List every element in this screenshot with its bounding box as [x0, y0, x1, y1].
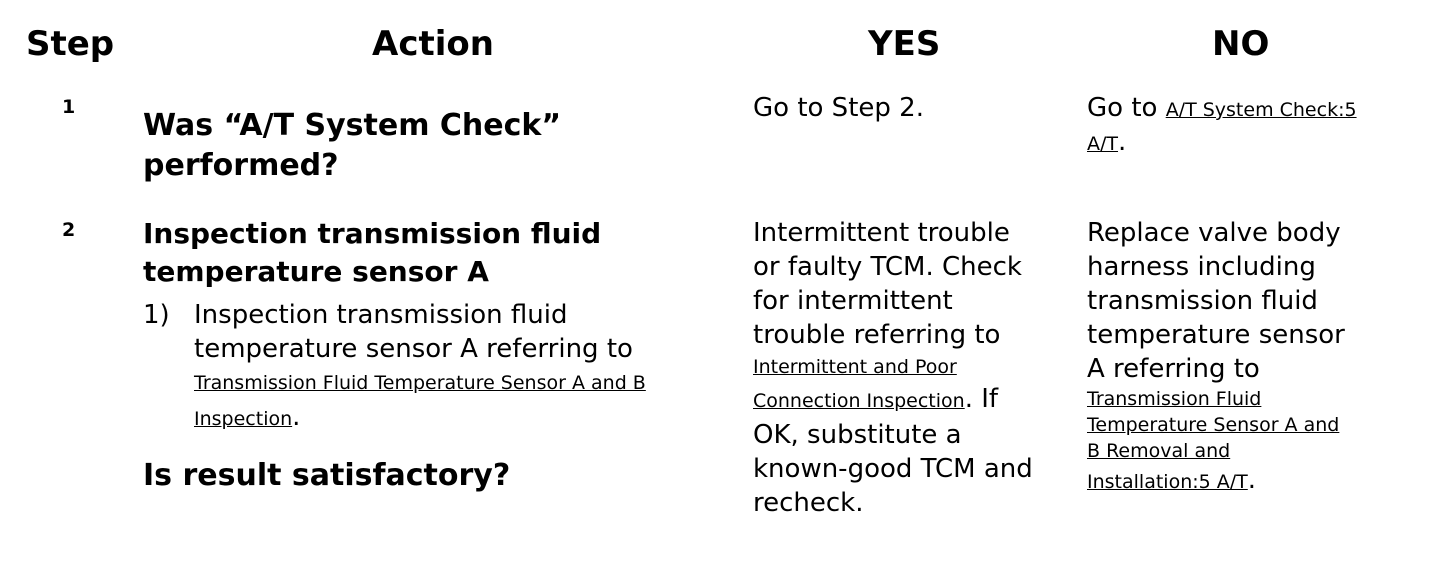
step-number-2: 2	[62, 219, 76, 241]
header-step: Step	[26, 24, 115, 64]
row2-yes-line1: Intermittent trouble	[753, 218, 1010, 248]
header-no: NO	[1212, 24, 1270, 64]
row1-question-line1: Was “A/T System Check”	[143, 108, 562, 143]
step-number-1: 1	[62, 96, 76, 118]
row2-no-link-line2[interactable]: Temperature Sensor A and	[1087, 414, 1340, 436]
row2-item-suffix: .	[292, 402, 301, 432]
row2-no-line5: A referring to	[1087, 354, 1260, 384]
row1-no-link-cont[interactable]: A/T	[1087, 133, 1119, 155]
row2-no-line3: transmission fluid	[1087, 286, 1318, 316]
row2-no-suffix: .	[1247, 465, 1257, 495]
row2-yes-link-line2[interactable]: Connection Inspection	[753, 390, 965, 412]
row1-yes-text: Go to Step 2.	[753, 93, 924, 123]
row2-yes-after-link: . If	[964, 384, 999, 414]
header-action: Action	[372, 24, 494, 64]
row2-no-link-line3[interactable]: B Removal and	[1087, 440, 1231, 462]
row2-yes-link-line1[interactable]: Intermittent and Poor	[753, 356, 957, 378]
row2-no-link-line1[interactable]: Transmission Fluid	[1087, 388, 1262, 410]
row2-question: Is result satisfactory?	[143, 458, 511, 493]
row1-no-suffix: .	[1118, 127, 1127, 157]
row2-yes-line4: trouble referring to	[753, 320, 1001, 350]
row2-yes-line3: for intermittent	[753, 286, 953, 316]
row2-yes-cell	[753, 216, 1033, 520]
row2-no-line4: temperature sensor	[1087, 320, 1345, 350]
row2-item-line2: temperature sensor A referring to	[194, 334, 633, 364]
row2-no-link-line4[interactable]: Installation:5 A/T	[1087, 471, 1248, 493]
row1-no-cell	[1087, 91, 1357, 161]
row1-no-link[interactable]: A/T System Check:5	[1165, 99, 1357, 121]
row2-yes-line2: or faulty TCM. Check	[753, 252, 1022, 282]
row1-question-line2: performed?	[143, 148, 339, 183]
header-yes: YES	[868, 24, 941, 64]
row1-question	[143, 106, 561, 186]
row2-no-cell	[1087, 216, 1345, 498]
row2-yes-line7: known-good TCM and	[753, 454, 1033, 484]
row2-title	[143, 215, 601, 291]
row2-no-line2: harness including	[1087, 252, 1316, 282]
row2-item	[194, 298, 646, 436]
row1-no-prefix: Go to	[1087, 93, 1166, 123]
row2-title-line1: Inspection transmission fluid	[143, 217, 602, 250]
row2-item-link-line2[interactable]: Inspection	[194, 408, 293, 430]
row2-no-line1: Replace valve body	[1087, 218, 1341, 248]
row2-item-link-line1[interactable]: Transmission Fluid Temperature Sensor A and B	[194, 372, 646, 394]
row2-yes-line8: recheck.	[753, 488, 864, 518]
row2-title-line2: temperature sensor A	[143, 255, 489, 288]
row2-item-line1: Inspection transmission fluid	[194, 300, 568, 330]
row2-item-number: 1)	[143, 300, 170, 330]
row2-yes-line6: OK, substitute a	[753, 420, 962, 450]
